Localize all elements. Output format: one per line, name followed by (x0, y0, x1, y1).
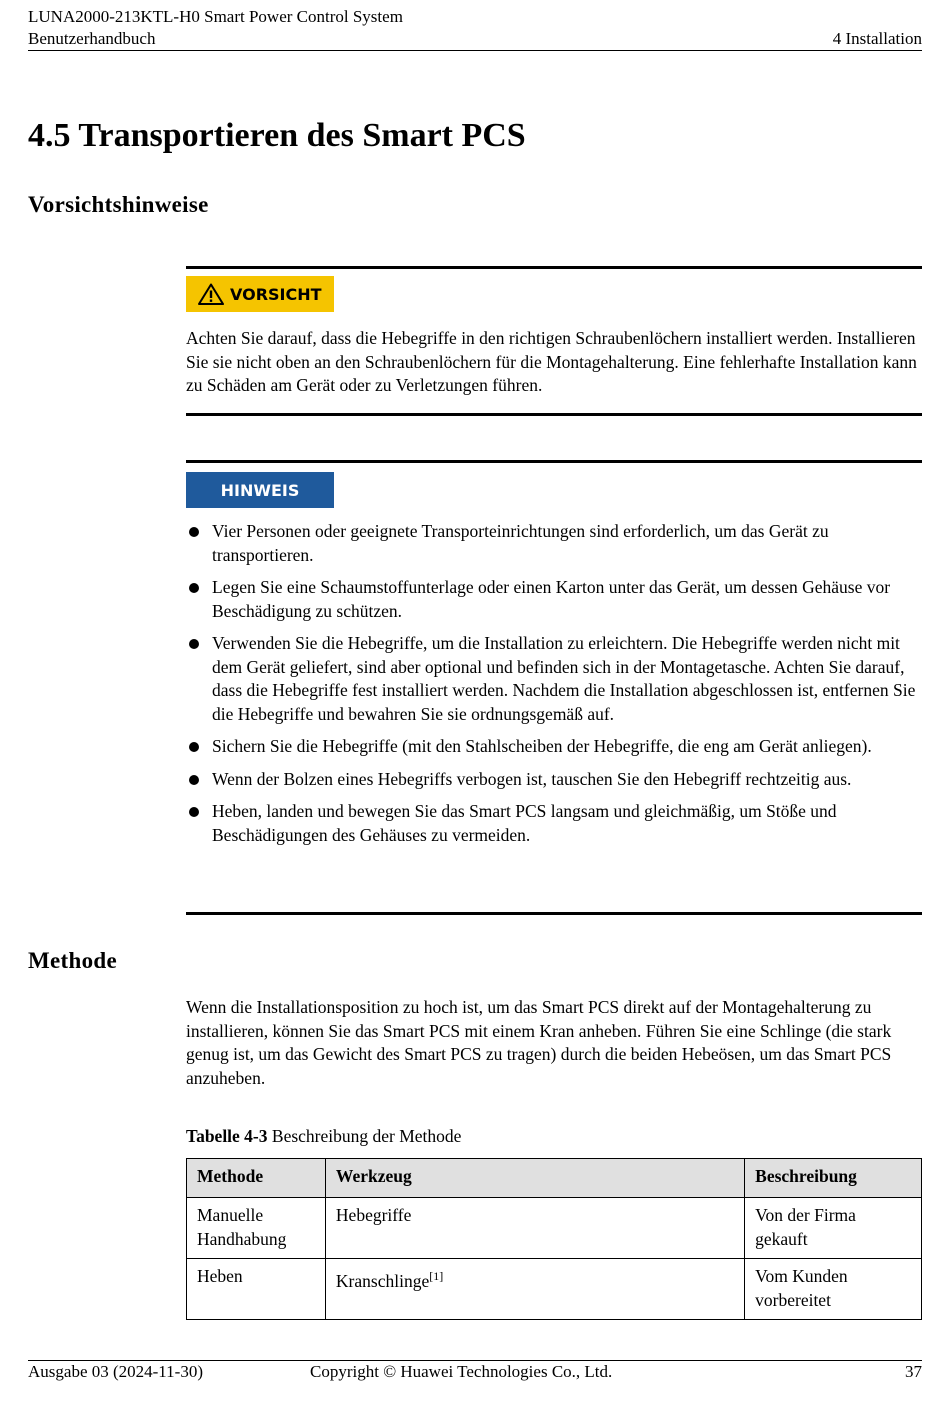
bullet-icon (189, 583, 199, 593)
table-caption-label: Tabelle 4-3 (186, 1126, 268, 1146)
caution-top-rule (186, 266, 922, 269)
column-header-method: Methode (187, 1159, 326, 1198)
description-cell: Von der Firma gekauft (745, 1198, 922, 1259)
bullet-icon (189, 807, 199, 817)
header-divider (28, 50, 922, 51)
tool-cell (325, 1259, 744, 1320)
tool-name: Hebegriffe (335, 1205, 412, 1225)
caution-badge (186, 276, 334, 312)
table-row (187, 1198, 922, 1259)
page-number: 37 (905, 1362, 922, 1381)
notice-list (186, 520, 922, 856)
section-title: 4.5 Transportieren des Smart PCS (28, 117, 526, 154)
chapter-label: 4 Installation (832, 29, 922, 48)
list-item-text: Verwenden Sie die Hebegriffe, um die Installation zu erleichtern. Die Hebegriffe werden nicht mit dem Gerät geliefert, sind aber optional und befinden sich in der Montagetasche. Achten Sie darauf, dass die Hebegriffe fest installiert werden. Nachdem die Installation abgeschlossen ist, entfernen Sie die Hebegriffe und bewahren Sie sie ordnungsgemäß auf. (212, 633, 916, 724)
bullet-icon (189, 742, 199, 752)
list-item (186, 800, 922, 847)
list-item-text: Sichern Sie die Hebegriffe (mit den Stahlscheiben der Hebegriffe, die eng am Gerät anliegen). (212, 736, 872, 756)
notice-top-rule (186, 460, 922, 463)
caution-text: Achten Sie darauf, dass die Hebegriffe in den richtigen Schraubenlöchern installiert werden. Installieren Sie sie nicht oben an den Schraubenlöchern für die Montagehalterung. Eine fehlerhafte Installation kann zu Schäden am Gerät oder zu Verletzungen führen. (186, 328, 917, 395)
warning-triangle-icon (198, 283, 224, 305)
list-item (186, 576, 922, 623)
list-item (186, 632, 922, 726)
running-header (28, 6, 403, 50)
caution-bottom-rule (186, 413, 922, 416)
notice-label: HINWEIS (220, 480, 300, 500)
copyright-label: Copyright © Huawei Technologies Co., Ltd. (310, 1362, 613, 1381)
list-item (186, 768, 922, 792)
tool-cell (325, 1198, 744, 1259)
tool-name: Kranschlinge (335, 1270, 430, 1291)
product-name: LUNA2000-213KTL-H0 Smart Power Control System (28, 7, 403, 26)
list-item-text: Wenn der Bolzen eines Hebegriffs verbogen ist, tauschen Sie den Hebegriff rechtzeitig aus. (212, 768, 852, 789)
method-table (186, 1158, 922, 1320)
footnote-marker[interactable]: [1] (429, 1269, 444, 1283)
method-cell: Heben (187, 1259, 326, 1320)
table-caption-text: Beschreibung der Methode (271, 1126, 462, 1146)
precautions-heading: Vorsichtshinweise (28, 192, 209, 217)
bullet-icon (189, 639, 199, 649)
bullet-icon (189, 527, 199, 537)
list-item-text: Vier Personen oder geeignete Transporteinrichtungen sind erforderlich, um das Gerät zu transportieren. (212, 521, 829, 565)
notice-bottom-rule (186, 912, 922, 915)
table-row (187, 1259, 922, 1320)
method-text: Wenn die Installationsposition zu hoch ist, um das Smart PCS direkt auf der Montagehalterung zu installieren, können Sie das Smart PCS mit einem Kran anheben. Führen Sie eine Schlinge (die stark genug ist, um das Gewicht des Smart PCS zu tragen) durch die beiden Hebeösen, um das Smart PCS anzuheben. (186, 997, 892, 1088)
description-cell: Vom Kunden vorbereitet (745, 1259, 922, 1320)
bullet-icon (189, 775, 199, 785)
table-header-row (187, 1159, 922, 1198)
column-header-tool: Werkzeug (325, 1159, 744, 1198)
list-item (186, 520, 922, 567)
list-item-text: Heben, landen und bewegen Sie das Smart PCS langsam und gleichmäßig, um Stöße und Beschädigungen des Gehäuses zu vermeiden. (212, 801, 837, 845)
notice-badge (186, 472, 334, 508)
column-header-description: Beschreibung (745, 1159, 922, 1198)
caution-label: VORSICHT (230, 284, 322, 304)
method-cell: Manuelle Handhabung (187, 1198, 326, 1259)
list-item-text: Legen Sie eine Schaumstoffunterlage oder einen Karton unter das Gerät, um dessen Gehäuse vor Beschädigung zu schützen. (212, 577, 891, 621)
list-item (186, 735, 922, 759)
table-caption (186, 1125, 461, 1148)
document-type: Benutzerhandbuch (28, 29, 156, 48)
edition-label: Ausgabe 03 (2024-11-30) (28, 1362, 203, 1381)
method-heading: Methode (28, 948, 117, 973)
